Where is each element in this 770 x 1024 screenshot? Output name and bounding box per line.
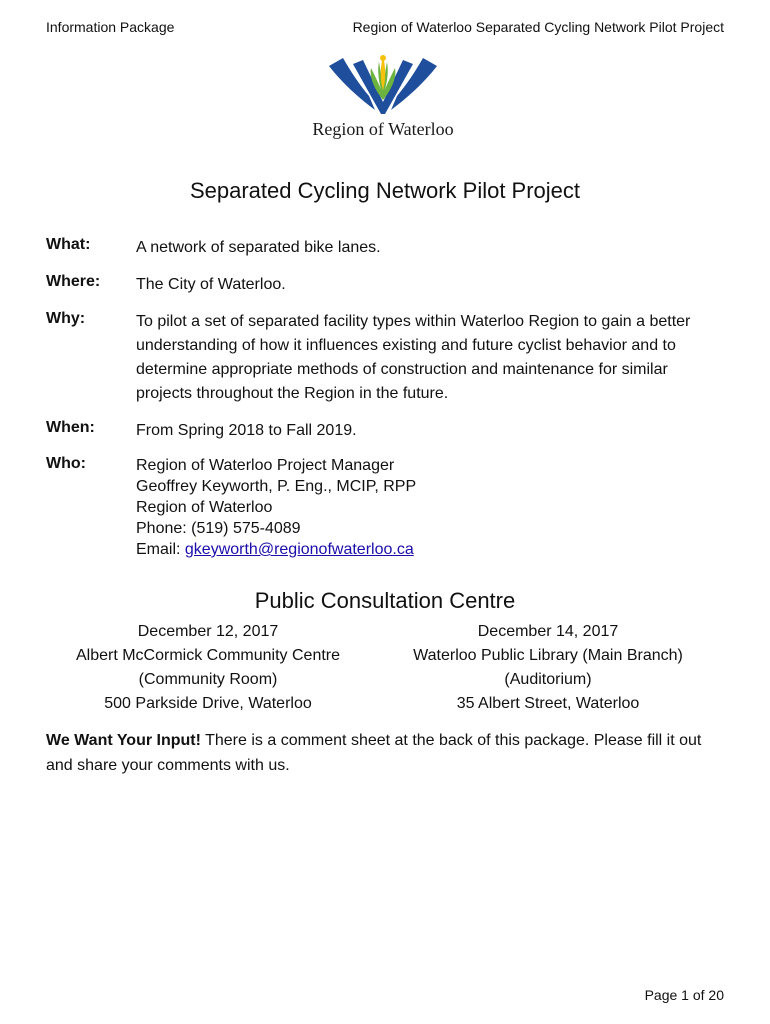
who-line-2: Geoffrey Keyworth, P. Eng., MCIP, RPP [136, 478, 417, 495]
region-logo-mark-icon [329, 50, 437, 114]
who-label: Who: [46, 455, 86, 472]
session-1-venue: Albert McCormick Community Centre [75, 647, 341, 664]
email-prefix: Email: [136, 541, 185, 558]
session-1-room: (Community Room) [138, 671, 278, 688]
when-label: When: [46, 419, 95, 436]
header-right: Region of Waterloo Separated Cycling Network Pilot Project [352, 19, 724, 35]
what-value: A network of separated bike lanes. [136, 239, 381, 256]
who-phone: Phone: (519) 575-4089 [136, 520, 301, 537]
logo-text: Region of Waterloo [312, 119, 454, 139]
session-1-date: December 12, 2017 [137, 623, 279, 640]
what-label: What: [46, 236, 91, 253]
session-1-address: 500 Parkside Drive, Waterloo [104, 695, 312, 712]
email-link[interactable]: gkeyworth@regionofwaterloo.ca [184, 541, 414, 558]
who-email-line [136, 539, 716, 560]
who-line-3: Region of Waterloo [136, 499, 273, 516]
session-1 [38, 620, 378, 716]
input-paragraph [46, 728, 726, 778]
session-2 [378, 620, 718, 716]
session-2-date: December 14, 2017 [477, 623, 619, 640]
page-number: Page 1 of 20 [644, 987, 724, 1003]
header-left: Information Package [46, 19, 175, 35]
consultation-title: Public Consultation Centre [254, 588, 516, 613]
where-label: Where: [46, 273, 101, 290]
region-logo [307, 50, 459, 146]
session-2-room: (Auditorium) [504, 671, 592, 688]
input-text: There is a comment sheet at the back of this package. Please fill it out and share your comments with us. [46, 732, 702, 774]
session-2-venue: Waterloo Public Library (Main Branch) [413, 647, 683, 664]
where-value: The City of Waterloo. [136, 276, 286, 293]
input-heading: We Want Your Input! [46, 732, 201, 749]
document-title: Separated Cycling Network Pilot Project [189, 178, 581, 203]
why-label: Why: [46, 310, 86, 327]
who-value [136, 455, 716, 560]
session-2-address: 35 Albert Street, Waterloo [456, 695, 640, 712]
why-value: To pilot a set of separated facility types within Waterloo Region to gain a better understanding of how it influences existing and future cyclist behavior and to determine appropriate methods of construction and maintenance for similar projects throughout the Region in the future. [136, 313, 691, 402]
when-value: From Spring 2018 to Fall 2019. [136, 422, 357, 439]
who-line-1: Region of Waterloo Project Manager [136, 457, 395, 474]
